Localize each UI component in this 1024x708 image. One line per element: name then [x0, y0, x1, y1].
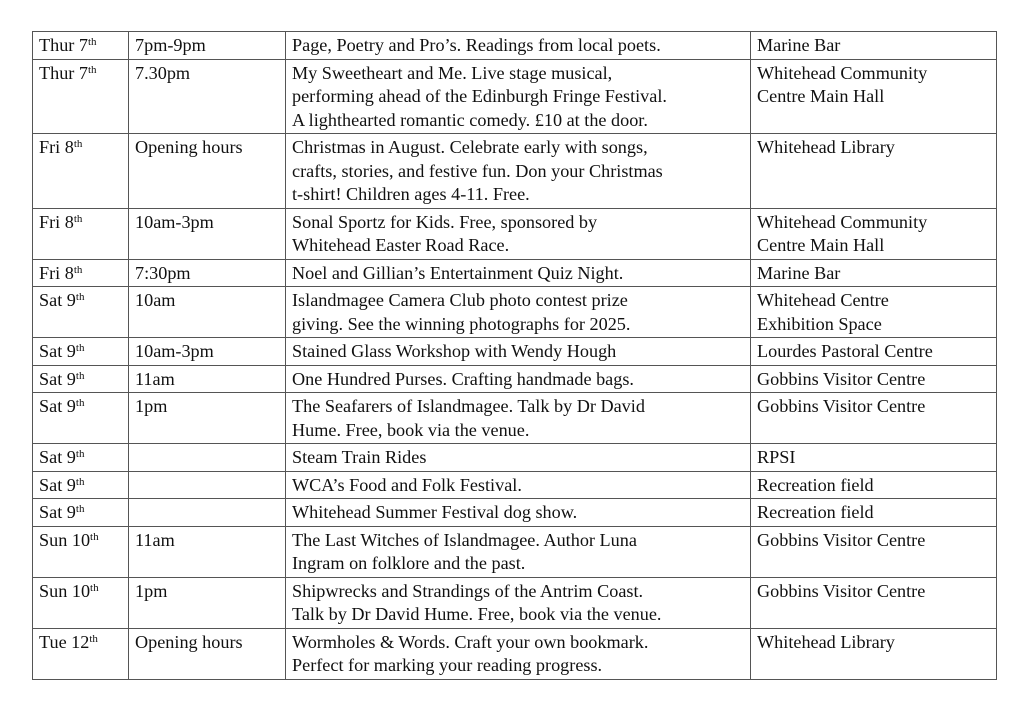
event-row [33, 259, 997, 287]
event-time-cell [129, 444, 286, 472]
event-venue-cell [751, 287, 997, 338]
event-day-cell [33, 59, 129, 134]
event-time: 7pm-9pm [135, 35, 206, 55]
event-venue-cell [751, 365, 997, 393]
event-venue-line: Centre Main Hall [757, 86, 885, 106]
event-time-cell [129, 208, 286, 259]
event-time-cell [129, 338, 286, 366]
event-venue-cell [751, 628, 997, 679]
event-description-line: Noel and Gillian’s Entertainment Quiz Night. [292, 262, 624, 283]
event-day-cell [33, 365, 129, 393]
event-description-line: Perfect for marking your reading progress. [292, 655, 603, 675]
event-venue-line: RPSI [757, 447, 796, 467]
event-venue-cell [751, 393, 997, 444]
event-day-suffix: th [75, 397, 85, 409]
event-venue-line: Whitehead Community [757, 62, 928, 83]
event-time: 11am [135, 529, 175, 550]
event-description-cell [286, 287, 751, 338]
event-time-cell [129, 32, 286, 60]
event-time-cell [129, 287, 286, 338]
event-description-line: crafts, stories, and festive fun. Don your Christmas [292, 160, 663, 181]
event-day: Sat 9 [39, 474, 76, 495]
event-venue-line: Lourdes Pastoral Centre [757, 341, 933, 361]
event-row [33, 338, 997, 366]
event-venue-line: Whitehead Library [757, 631, 895, 652]
event-description-line: giving. See the winning photographs for 2025. [292, 313, 631, 334]
event-time-cell [129, 526, 286, 577]
event-row [33, 471, 997, 499]
event-venue-cell [751, 577, 997, 628]
event-day-cell [33, 32, 129, 60]
event-day-cell [33, 338, 129, 366]
event-row [33, 526, 997, 577]
event-time-cell [129, 259, 286, 287]
event-row [33, 499, 997, 527]
event-venue-cell [751, 338, 997, 366]
event-day: Sat 9 [39, 447, 76, 467]
event-description-line: Steam Train Rides [292, 447, 427, 467]
event-row [33, 59, 997, 134]
event-description-cell [286, 444, 751, 472]
event-description-line: Hume. Free, book via the venue. [292, 419, 530, 440]
event-description-cell [286, 471, 751, 499]
event-time-cell [129, 499, 286, 527]
event-description-line: One Hundred Purses. Crafting handmade bags. [292, 368, 634, 389]
event-description-line: Christmas in August. Celebrate early with songs, [292, 137, 648, 157]
event-description-line: Whitehead Easter Road Race. [292, 235, 510, 255]
event-description-cell [286, 628, 751, 679]
event-description-line: The Last Witches of Islandmagee. Author Luna [292, 529, 637, 550]
event-day-suffix: th [88, 63, 97, 76]
event-day-suffix: th [75, 291, 85, 303]
event-time: 10am [135, 290, 176, 310]
event-day-cell [33, 287, 129, 338]
event-day: Sat 9 [39, 341, 76, 361]
event-description-line: Page, Poetry and Pro’s. Readings from local poets. [292, 35, 661, 55]
event-venue-line: Gobbins Visitor Centre [757, 396, 926, 416]
event-day-suffix: th [73, 263, 83, 276]
event-description-cell [286, 208, 751, 259]
event-venue-cell [751, 59, 997, 134]
event-day-suffix: th [75, 448, 85, 460]
event-description-cell [286, 259, 751, 287]
event-venue-cell [751, 208, 997, 259]
event-venue-line: Whitehead Library [757, 137, 895, 157]
event-description-line: Sonal Sportz for Kids. Free, sponsored by [292, 211, 598, 232]
event-day-cell [33, 444, 129, 472]
event-time-cell [129, 628, 286, 679]
event-venue-cell [751, 471, 997, 499]
event-row [33, 134, 997, 209]
event-description-line: Ingram on folklore and the past. [292, 553, 526, 573]
event-description-cell [286, 577, 751, 628]
event-venue-line: Whitehead Centre [757, 290, 889, 310]
event-description-line: Whitehead Summer Festival dog show. [292, 502, 578, 522]
event-day: Sat 9 [39, 502, 76, 522]
event-description-line: Wormholes & Words. Craft your own bookmark. [292, 631, 649, 652]
event-day-cell [33, 134, 129, 209]
event-row [33, 444, 997, 472]
event-description-cell [286, 134, 751, 209]
event-day: Sat 9 [39, 368, 76, 389]
event-time: 1pm [135, 580, 168, 601]
event-description-cell [286, 499, 751, 527]
event-day-suffix: th [75, 503, 85, 515]
event-day-suffix: th [75, 369, 85, 382]
event-description-cell [286, 526, 751, 577]
event-venue-cell [751, 499, 997, 527]
event-day-cell [33, 526, 129, 577]
event-venue-line: Centre Main Hall [757, 235, 885, 255]
event-day-suffix: th [73, 138, 83, 150]
event-day-cell [33, 577, 129, 628]
event-description-line: performing ahead of the Edinburgh Fringe Festival. [292, 86, 667, 106]
event-time: 11am [135, 368, 175, 389]
event-day-cell [33, 471, 129, 499]
event-day-suffix: th [89, 632, 98, 645]
event-description-line: Stained Glass Workshop with Wendy Hough [292, 341, 617, 361]
event-venue-line: Marine Bar [757, 35, 841, 55]
events-table-body [33, 32, 997, 680]
event-day: Fri 8 [39, 211, 74, 232]
event-day: Sun 10 [39, 529, 91, 550]
event-venue-cell [751, 32, 997, 60]
event-description-cell [286, 393, 751, 444]
event-day-suffix: th [75, 475, 85, 488]
event-venue-line: Whitehead Community [757, 211, 928, 232]
event-row [33, 365, 997, 393]
event-description-line: Shipwrecks and Strandings of the Antrim Coast. [292, 580, 644, 601]
event-day: Sun 10 [39, 580, 91, 601]
event-venue-cell [751, 134, 997, 209]
event-description-line: t-shirt! Children ages 4-11. Free. [292, 184, 530, 204]
event-description-line: Islandmagee Camera Club photo contest prize [292, 290, 628, 310]
event-venue-line: Exhibition Space [757, 313, 882, 334]
event-venue-cell [751, 526, 997, 577]
event-description-cell [286, 338, 751, 366]
event-time-cell [129, 577, 286, 628]
event-row [33, 393, 997, 444]
event-time-cell [129, 134, 286, 209]
event-day: Tue 12 [39, 631, 90, 652]
event-time-cell [129, 365, 286, 393]
event-time: 10am-3pm [135, 341, 214, 361]
event-time: 7:30pm [135, 262, 191, 283]
event-row [33, 577, 997, 628]
event-description-line: Talk by Dr David Hume. Free, book via the venue. [292, 604, 662, 624]
events-table [32, 31, 997, 680]
event-description-line: WCA’s Food and Folk Festival. [292, 474, 522, 495]
event-description-line: The Seafarers of Islandmagee. Talk by Dr David [292, 396, 645, 416]
event-row [33, 287, 997, 338]
event-day-cell [33, 499, 129, 527]
event-venue-line: Recreation field [757, 502, 874, 522]
event-day-suffix: th [90, 530, 99, 543]
event-time: 7.30pm [135, 62, 191, 83]
event-time: Opening hours [135, 137, 243, 157]
event-time: 1pm [135, 396, 168, 416]
event-venue-line: Marine Bar [757, 262, 841, 283]
event-row [33, 628, 997, 679]
event-day-cell [33, 393, 129, 444]
event-description-line: A lighthearted romantic comedy. £10 at the door. [292, 109, 648, 130]
event-day-cell [33, 259, 129, 287]
event-row [33, 208, 997, 259]
event-day-cell [33, 628, 129, 679]
event-venue-line: Recreation field [757, 474, 874, 495]
event-row [33, 32, 997, 60]
event-venue-line: Gobbins Visitor Centre [757, 529, 926, 550]
event-day-cell [33, 208, 129, 259]
event-time-cell [129, 59, 286, 134]
event-day: Fri 8 [39, 262, 74, 283]
event-time-cell [129, 393, 286, 444]
event-day-suffix: th [90, 581, 99, 594]
event-day: Thur 7 [39, 35, 88, 55]
event-venue-cell [751, 444, 997, 472]
event-day: Fri 8 [39, 137, 74, 157]
event-description-cell [286, 365, 751, 393]
event-day: Thur 7 [39, 62, 88, 83]
event-venue-cell [751, 259, 997, 287]
event-description-line: My Sweetheart and Me. Live stage musical, [292, 62, 613, 83]
event-description-cell [286, 32, 751, 60]
event-venue-line: Gobbins Visitor Centre [757, 580, 926, 601]
event-day: Sat 9 [39, 396, 76, 416]
event-time-cell [129, 471, 286, 499]
event-time: Opening hours [135, 631, 243, 652]
event-day-suffix: th [75, 342, 85, 354]
event-time: 10am-3pm [135, 211, 214, 232]
event-day-suffix: th [88, 36, 97, 48]
event-day-suffix: th [73, 212, 83, 225]
event-day: Sat 9 [39, 290, 76, 310]
event-venue-line: Gobbins Visitor Centre [757, 368, 926, 389]
event-description-cell [286, 59, 751, 134]
